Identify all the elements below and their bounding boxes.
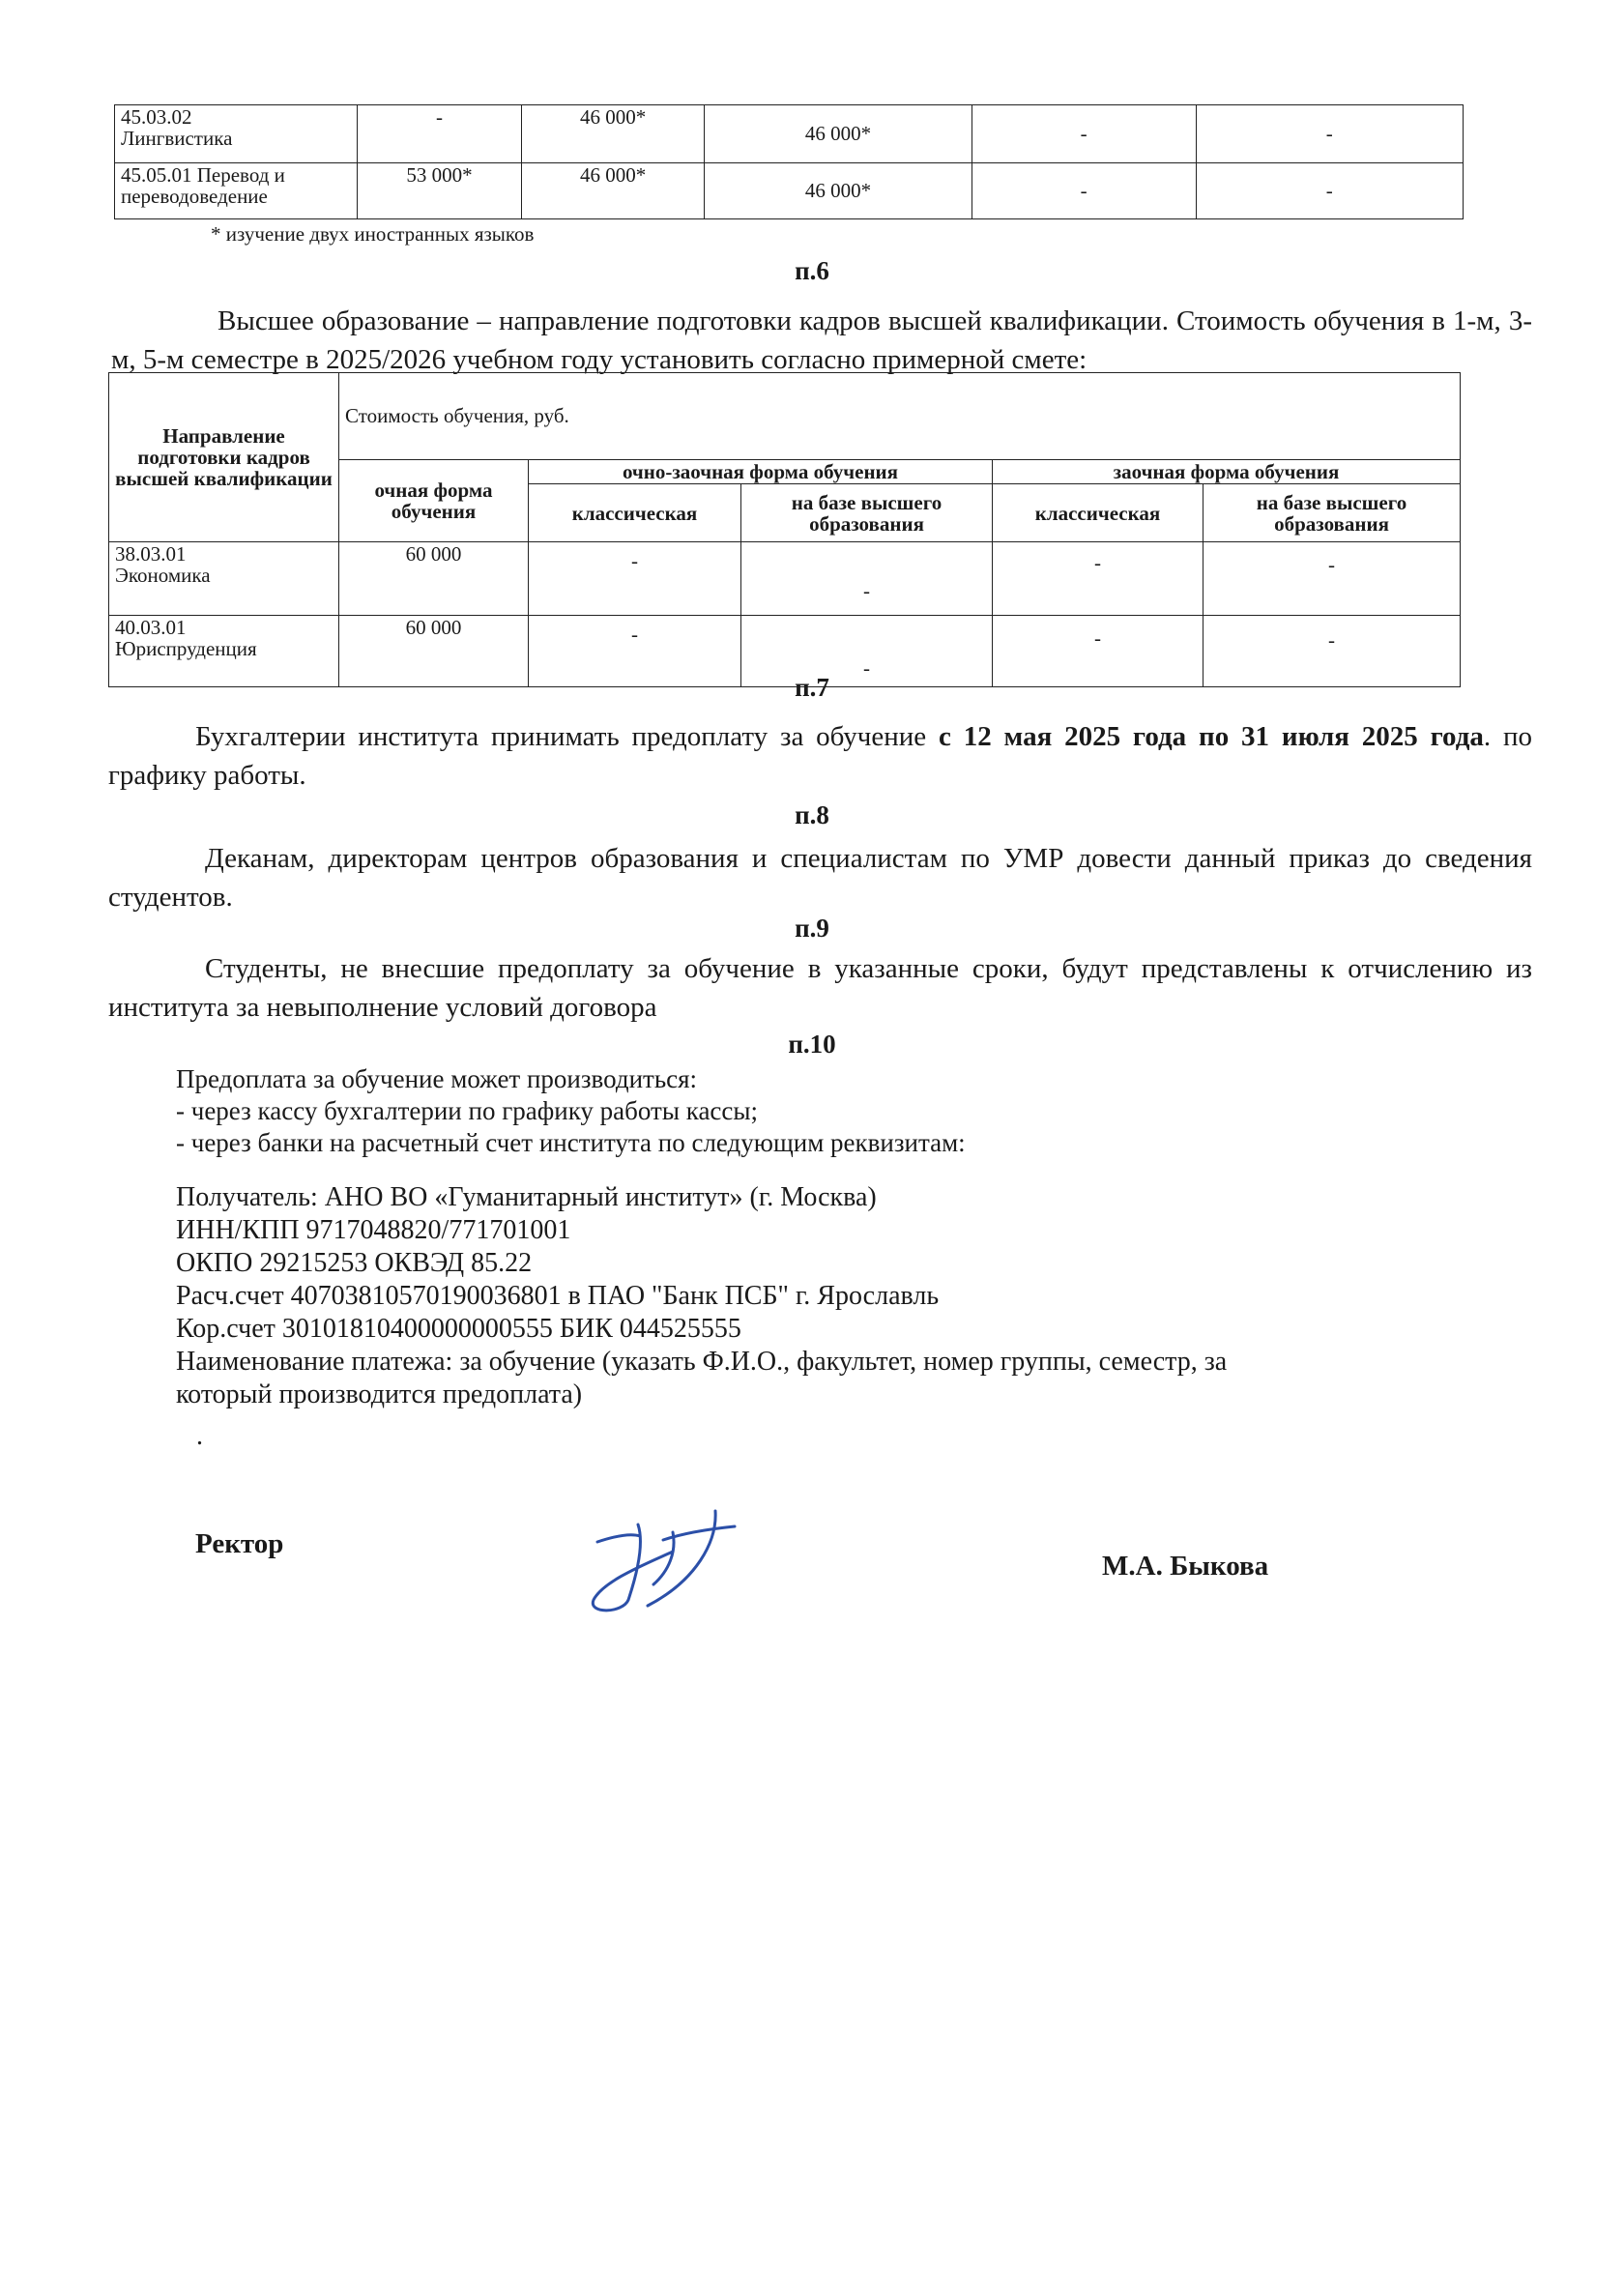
cost-cell: - [1204,542,1461,616]
header-partime-group: очно-заочная форма обучения [529,460,993,484]
cost-cell: 60 000 [339,616,529,687]
cost-cell: - [1204,616,1461,687]
paragraph-text: Деканам, директорам центров образования и специалистам по УМР довести данный приказ до сведения студентов. [108,843,1532,913]
cost-cell: 46 000* [522,105,705,163]
header-partime-classic: классическая [529,484,741,542]
table-header-row [109,373,1461,460]
requisite-line: Наименование платежа: за обучение (указать Ф.И.О., факультет, номер группы, семестр, за [176,1347,1228,1377]
cost-cell: - [993,616,1204,687]
header-cost: Стоимость обучения, руб. [339,373,1461,460]
paragraph-p7 [108,717,1532,795]
paragraph-p9 [108,949,1532,1027]
section-heading-p9: п.9 [795,914,829,943]
requisite-line: ОКПО 29215253 ОКВЭД 85.22 [176,1248,533,1278]
header-fulltime: очная форма обучения [339,460,529,542]
signatory-name: М.А. Быкова [1102,1551,1269,1582]
program-cell [115,105,358,163]
header-extramural-classic: классическая [993,484,1204,542]
header-extramural-higher: на базе высшего образования [1204,484,1461,542]
paragraph-p6 [111,302,1532,379]
trailing-dot: . [196,1421,203,1451]
cost-cell: - [1196,163,1464,219]
requisite-line: Расч.счет 40703810570190036801 в ПАО "Банк ПСБ" г. Ярославль [176,1281,940,1311]
paragraph-text: Бухгалтерии института принимать предоплату за обучение [195,721,927,752]
requisite-line: Кор.счет 30101810400000000555 БИК 044525555 [176,1314,741,1344]
program-code: 45.05.01 Перевод и [121,163,285,187]
table-row [115,163,1464,219]
table-row [115,105,1464,163]
table-footnote: * изучение двух иностранных языков [211,222,535,246]
paragraph-text-end: . по графику работы. [108,721,1532,791]
cost-cell: 46 000* [522,163,705,219]
paragraph-text: Студенты, не внесшие предоплату за обучение в указанные сроки, будут представлены к отчислению из института за невыполнение условий договора [108,953,1532,1023]
requisite-line: который производится предоплата) [176,1379,583,1409]
table-row [109,542,1461,616]
paragraph-date-range: с 12 мая 2025 года по 31 июля 2025 года [939,721,1484,752]
payment-method-item: - через банки на расчетный счет института по следующим реквизитам: [176,1128,966,1157]
cost-cell: 46 000* [705,163,972,219]
cost-cell: 46 000* [705,105,972,163]
header-extramural-group: заочная форма обучения [993,460,1461,484]
section-heading-p6: п.6 [795,256,829,285]
program-code: 40.03.01 [115,616,187,640]
program-code: 38.03.01 [115,542,187,566]
paragraph-text: Высшее образование – направление подготовки кадров высшей квалификации. Стоимость обучения в 1-м, 3-м, 5-м семестре в 2025/2026 учебном году установить согласно примерной смете: [111,305,1532,375]
cost-cell: 53 000* [357,163,521,219]
program-cell [115,163,358,219]
cost-cell: - [741,542,993,616]
program-name: Лингвистика [121,127,233,151]
payment-method-item: - через кассу бухгалтерии по графику работы кассы; [176,1096,759,1125]
header-program: Направление подготовки кадров высшей квалификации [109,373,339,542]
cost-cell: - [1196,105,1464,163]
cost-cell: - [357,105,521,163]
payment-methods-intro: Предоплата за обучение может производиться: [176,1064,698,1093]
requisite-line: Получатель: АНО ВО «Гуманитарный институт» (г. Москва) [176,1182,877,1212]
program-cell [109,542,339,616]
program-name: Юриспруденция [115,637,257,661]
cost-cell: - [972,163,1196,219]
cost-cell: - [529,542,741,616]
header-partime-higher: на базе высшего образования [741,484,993,542]
program-code: 45.03.02 [121,105,192,129]
program-name: Экономика [115,564,211,588]
bank-requisites [176,1181,1227,1411]
section-heading-p7: п.7 [795,673,829,702]
requisite-line: ИНН/КПП 9717048820/771701001 [176,1215,571,1245]
tuition-table-continued [114,104,1464,219]
handwritten-signature [580,1503,744,1619]
signatory-role: Ректор [195,1528,284,1559]
paragraph-p8 [108,839,1532,916]
cost-cell: 60 000 [339,542,529,616]
program-name: переводоведение [121,185,268,209]
cost-cell: - [741,616,993,687]
cost-cell: - [529,616,741,687]
tuition-table-higher-qualification [108,372,1461,687]
section-heading-p8: п.8 [795,800,829,829]
section-heading-p10: п.10 [788,1030,836,1059]
payment-methods [176,1063,966,1159]
cost-cell: - [972,105,1196,163]
cost-cell: - [993,542,1204,616]
